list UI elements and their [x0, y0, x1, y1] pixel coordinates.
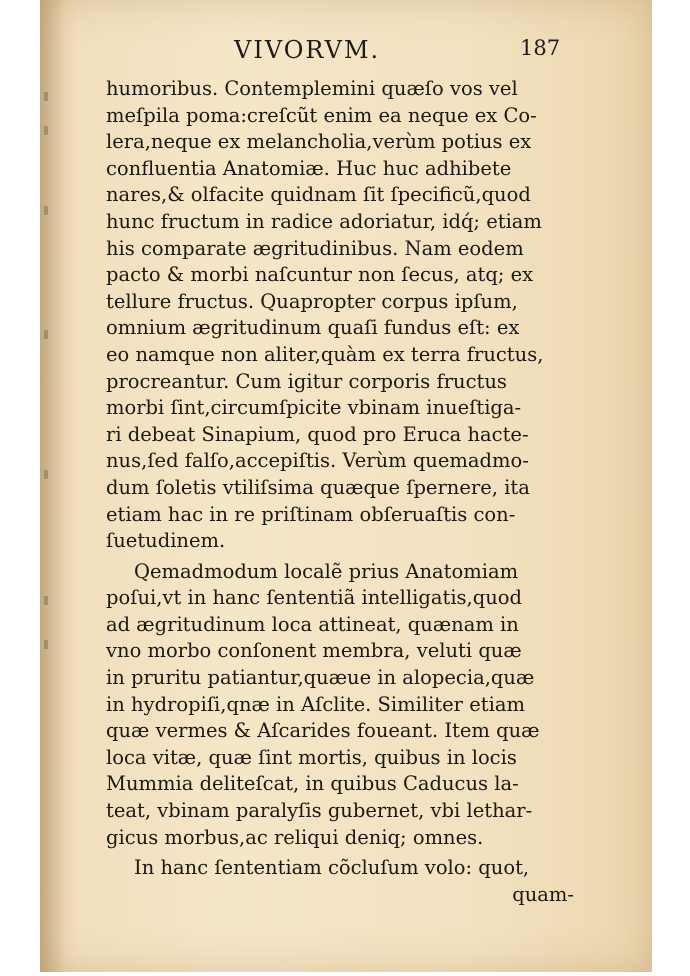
text-line: ſuetudinem.	[106, 529, 226, 553]
text-line: vno morbo conſonent membra, veluti quæ	[106, 639, 522, 663]
text-line: gicus morbus,ac reliqui deniq; omnes.	[106, 825, 484, 849]
edge-mark	[44, 206, 48, 215]
text-line: teat, vbinam paralyſis gubernet, vbi lethar-	[106, 799, 533, 823]
text-line: pacto & morbi naſcuntur non ſecus, atq; ex	[106, 263, 534, 287]
text-line: loca vitæ, quæ ſint mortis, quibus in locis	[106, 745, 517, 769]
text-line: meſpila poma:creſcũt enim ea neque ex Co-	[106, 103, 537, 127]
text-line: etiam hac in re priſtinam obſeruaſtis con-	[106, 502, 516, 526]
text-line: lera,neque ex melancholia,verùm potius ex	[106, 130, 532, 154]
text-line: confluentia Anatomiæ. Huc huc adhibete	[106, 156, 512, 180]
text-line: nares,& olfacite quidnam ſit ſpecificũ,quod	[106, 183, 531, 207]
body-text	[106, 76, 574, 908]
edge-mark	[44, 126, 48, 135]
text-line: his comparate ægritudinibus. Nam eodem	[106, 236, 524, 260]
paragraph-2	[106, 559, 574, 852]
text-line: humoribus. Contemplemini quæſo vos vel	[106, 77, 518, 100]
text-line: quæ vermes & Aſcarides foueant. Item quæ	[106, 719, 540, 743]
page-header	[0, 36, 690, 66]
edge-mark	[44, 330, 48, 339]
text-line: eo namque non aliter,quàm ex terra fructus,	[106, 342, 544, 366]
text-line: in hydropiſi,qnæ in Aſclite. Similiter etiam	[106, 692, 525, 716]
text-line: nus,ſed falſo,accepiſtis. Verùm quemadmo-	[106, 449, 529, 473]
text-line: poſui,vt in hanc ſententiã intelligatis,quod	[106, 586, 523, 610]
paragraph-3	[106, 855, 574, 882]
text-line: Qemadmodum localẽ prius Anatomiam	[134, 559, 519, 583]
text-line: Mummia deliteſcat, in quibus Caducus la-	[106, 772, 519, 796]
text-line: dum ſoletis vtiliſsima quæque ſpernere, ita	[106, 475, 530, 499]
paragraph-1	[106, 76, 574, 555]
text-line: hunc fructum in radice adoriatur, idq́; etiam	[106, 209, 542, 233]
text-line: ri debeat Sinapium, quod pro Eruca hacte-	[106, 422, 529, 446]
text-line: In hanc ſententiam cõcluſum volo: quot,	[134, 856, 530, 880]
edge-mark	[44, 470, 48, 479]
text-line: procreantur. Cum igitur corporis fructus	[106, 369, 507, 393]
page-gutter-shadow	[40, 0, 66, 972]
text-line: morbi ſint,circumſpicite vbinam inueſtiga-	[106, 396, 522, 420]
text-line: ad ægritudinum loca attineat, quænam in	[106, 612, 519, 636]
text-line: in pruritu patiantur,quæue in alopecia,quæ	[106, 666, 535, 690]
edge-mark	[44, 92, 48, 101]
text-line: tellure fructus. Quapropter corpus ipſum,	[106, 289, 518, 313]
edge-mark	[44, 596, 48, 605]
edge-mark	[44, 640, 48, 649]
running-head: VIVORVM.	[234, 36, 381, 64]
page-number: 187	[520, 36, 561, 60]
text-line: omnium ægritudinum quaſi fundus eſt: ex	[106, 316, 520, 340]
catchword: quam-	[512, 882, 574, 906]
